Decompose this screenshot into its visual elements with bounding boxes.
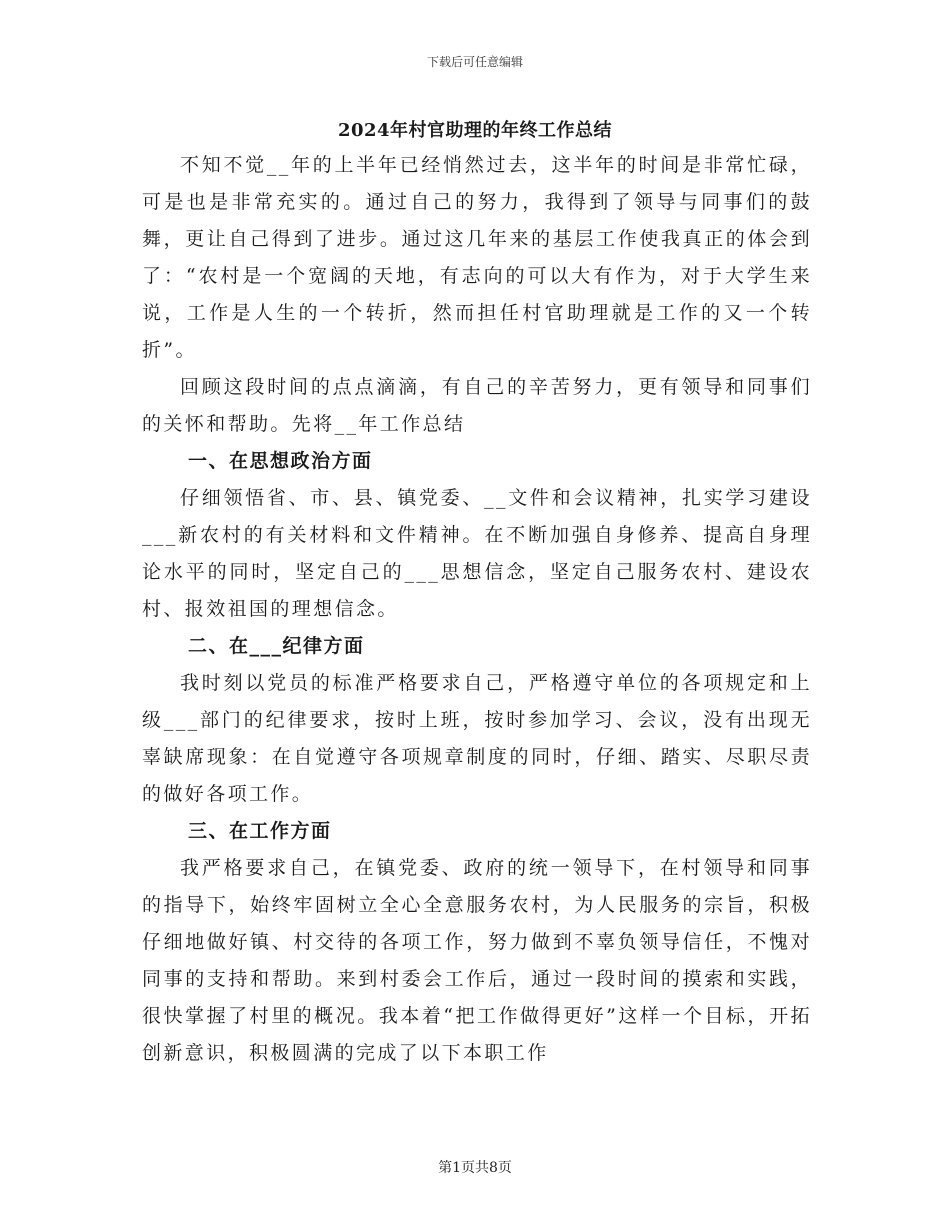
paragraph-intro: 不知不觉__年的上半年已经悄然过去，这半年的时间是非常忙碌，可是也是非常充实的。通过自己的努力，我得到了领导与同事们的鼓舞，更让自己得到了进步。通过这几年来的基层工作使我真正的体会到了：“农村是一个宽阔的天地，有志向的可以大有作为，对于大学生来说，工作是人生的一个转折，然而担任村官助理就是工作的又一个转折”。 (142, 154, 812, 361)
section-heading-politics: 一、在思想政治方面 (188, 450, 373, 472)
paragraph-politics: 仔细领悟省、市、县、镇党委、__文件和会议精神，扎实学习建设___新农村的有关材料和文件精神。在不断加强自身修养、提高自身理论水平的同时，坚定自己的___思想信念，坚定自己服务农村、建设农村、报效祖国的理想信念。 (142, 487, 812, 620)
section-heading-discipline: 二、在___纪律方面 (188, 635, 365, 657)
document-body (142, 147, 812, 1072)
section-heading-work: 三、在工作方面 (188, 820, 332, 842)
document-title: 2024年村官助理的年终工作总结 (337, 120, 613, 141)
header-note: 下载后可任意编辑 (426, 55, 523, 69)
page-footer: 第1页共8页 (438, 1160, 512, 1176)
paragraph-review: 回顾这段时间的点点滴滴，有自己的辛苦努力，更有领导和同事们的关怀和帮助。先将__年工作总结 (142, 376, 812, 435)
paragraph-work: 我严格要求自己，在镇党委、政府的统一领导下，在村领导和同事的指导下，始终牢固树立全心全意服务农村，为人民服务的宗旨，积极仔细地做好镇、村交待的各项工作，努力做到不辜负领导信任，不愧对同事的支持和帮助。来到村委会工作后，通过一段时间的摸索和实践，很快掌握了村里的概况。我本着“把工作做得更好”这样一个目标，开拓创新意识，积极圆满的完成了以下本职工作 (142, 857, 812, 1064)
paragraph-discipline: 我时刻以党员的标准严格要求自己，严格遵守单位的各项规定和上级___部门的纪律要求，按时上班，按时参加学习、会议，没有出现无辜缺席现象：在自觉遵守各项规章制度的同时，仔细、踏实、尽职尽责的做好各项工作。 (142, 672, 812, 805)
